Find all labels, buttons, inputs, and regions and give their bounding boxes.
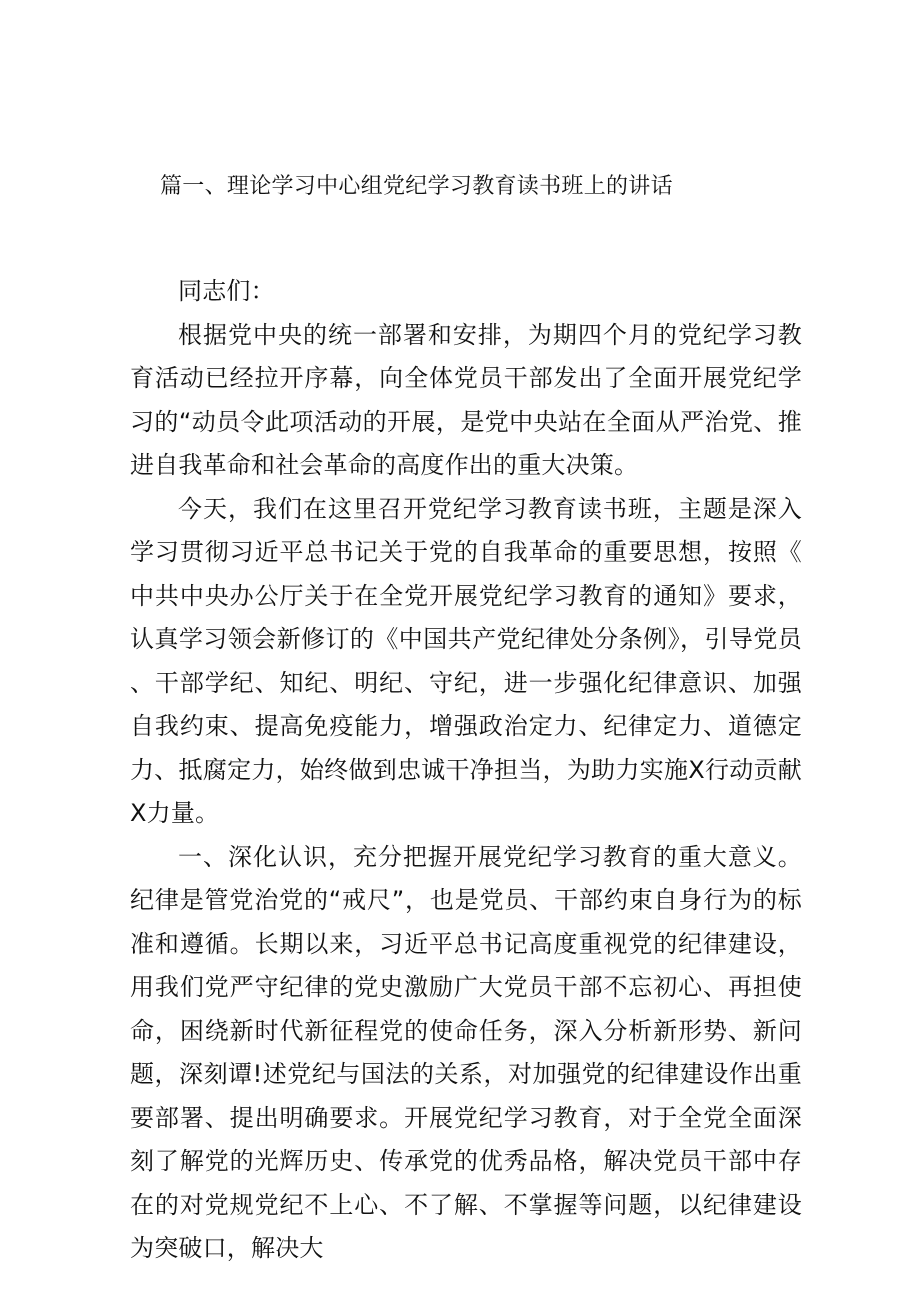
body-paragraph-1: 根据党中央的统一部署和安排，为期四个月的党纪学习教育活动已经拉开序幕，向全体党员干部发出了全面开展党纪学习的“动员令此项活动的开展，是党中央站在全面从严治党、推进自我革命和社会革命的高度作出的重大决策。 xyxy=(130,320,802,479)
document-title: 篇一、理论学习中心组党纪学习教育读书班上的讲话 xyxy=(160,174,673,199)
document-body xyxy=(130,270,802,1271)
salutation-paragraph: 同志们： xyxy=(178,277,275,305)
body-paragraph-3: 一、深化认识，充分把握开展党纪学习教育的重大意义。纪律是管党治党的“戒尺”，也是党员、干部约束自身行为的标准和遵循。长期以来，习近平总书记高度重视党的纪律建设，用我们党严守纪律的党史激励广大党员干部不忘初心、再担使命，困绕新时代新征程党的使命任务，深入分析新形势、新问题，深刻谭!述党纪与国法的关系，对加强党的纪律建设作出重要部署、提出明确要求。开展党纪学习教育，对于全党全面深刻了解党的光辉历史、传承党的优秀品格，解决党员干部中存在的对党规党纪不上心、不了解、不掌握等问题，以纪律建设为突破口，解决大 xyxy=(130,842,802,1262)
body-paragraph-2: 今天，我们在这里召开党纪学习教育读书班，主题是深入学习贯彻习近平总书记关于党的自我革命的重要思想，按照《中共中央办公厅关于在全党开展党纪学习教育的通知》要求，认真学习领会新修订的《中国共产党纪律处分条例》，引导党员、干部学纪、知纪、明纪、守纪，进一步强化纪律意识、加强自我约束、提高免疫能力，增强政治定力、纪律定力、道德定力、抵腐定力，始终做到忠诚干净担当，为助力实施X行动贡献X力量。 xyxy=(130,494,802,827)
